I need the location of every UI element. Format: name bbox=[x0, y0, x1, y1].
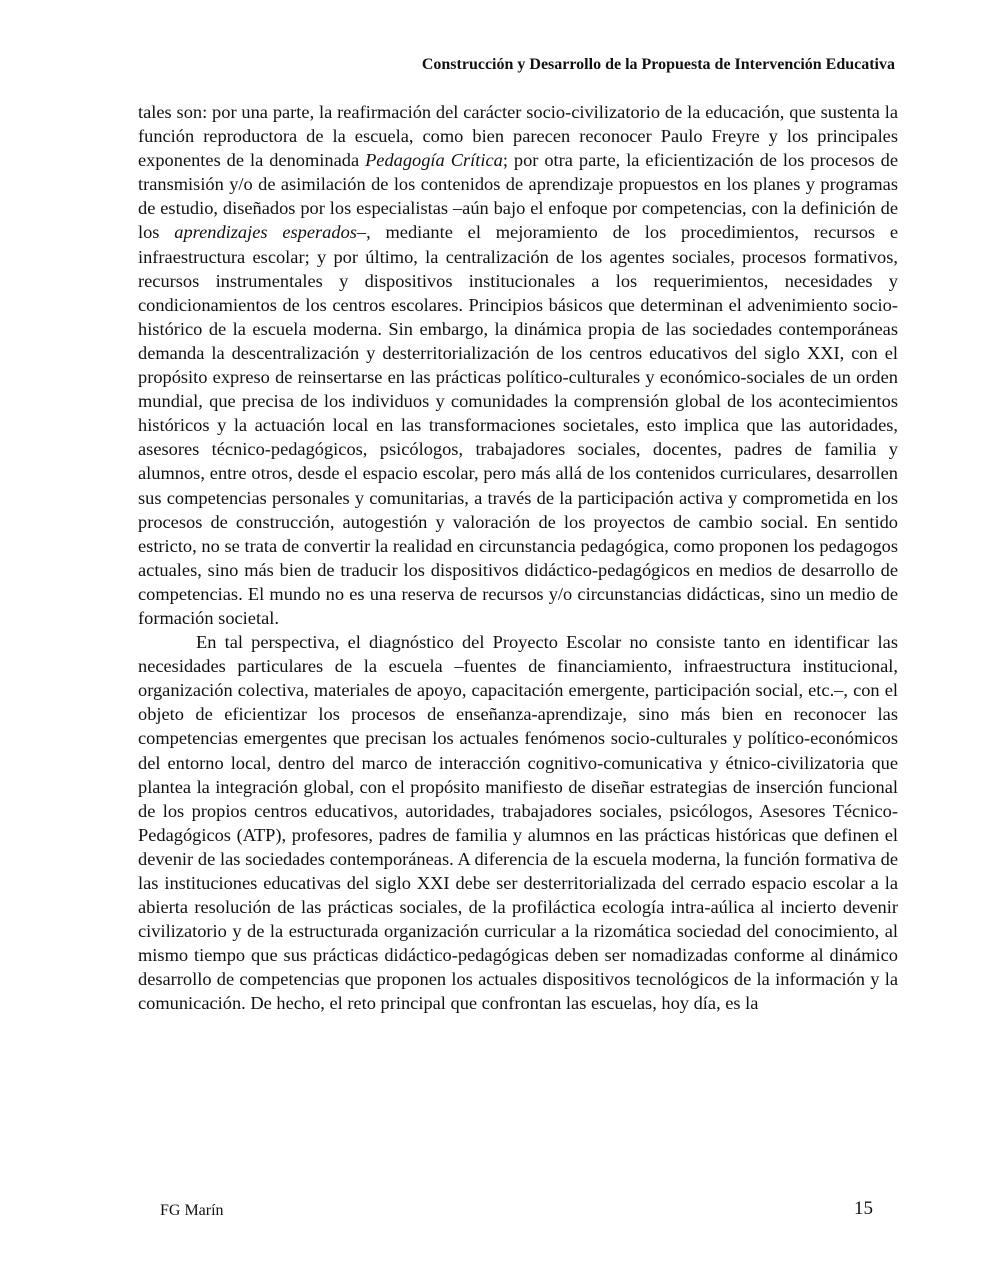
paragraph-1-part-3: –, mediante el mejoramiento de los procedimientos, recursos e infraestructura escolar; y por último, la centralización de los agentes sociales, procesos formativos, recursos instrumentales y dispositivos institucionales a los requerimientos, necesidades y condicionamientos de los centros escolares. Principios básicos que determinan el advenimiento socio-histórico de la escuela moderna. Sin embargo, la dinámica propia de las sociedades contemporáneas demanda la descentralización y desterritorialización de los centros educativos del siglo XXI, con el propósito expreso de reinsertarse en las prácticas político-culturales y económico-sociales de un orden mundial, que precisa de los individuos y comunidades la comprensión global de los acontecimientos históricos y la actuación local en las transformaciones societales, esto implica que las autoridades, asesores técnico-pedagógicos, psicólogos, trabajadores sociales, docentes, padres de familia y alumnos, entre otros, desde el espacio escolar, pero más allá de los contenidos curriculares, desarrollen sus competencias personales y comunitarias, a través de la participación activa y comprometida en los procesos de construcción, autogestión y valoración de los proyectos de cambio social. En sentido estricto, no se trata de convertir la realidad en circunstancia pedagógica, como proponen los pedagogos actuales, sino más bien de traducir los dispositivos didáctico-pedagógicos en medios de desarrollo de competencias. El mundo no es una reserva de recursos y/o circunstancias didácticas, sino un medio de formación societal. bbox=[138, 222, 899, 628]
emphasis-pedagogia-critica: Pedagogía Crítica bbox=[365, 150, 503, 171]
paragraph-1 bbox=[138, 100, 898, 630]
body-text bbox=[138, 100, 898, 1016]
page-number: 15 bbox=[854, 1198, 873, 1219]
footer-author: FG Marín bbox=[160, 1202, 224, 1219]
paragraph-2: En tal perspectiva, el diagnóstico del Proyecto Escolar no consiste tanto en identificar las necesidades particulares de la escuela –fuentes de financiamiento, infraestructura institucional, organización colectiva, materiales de apoyo, capacitación emergente, participación social, etc.–, con el objeto de eficientizar los procesos de enseñanza-aprendizaje, sino más bien en reconocer las competencias emergentes que precisan los actuales fenómenos socio-culturales y político-económicos del entorno local, dentro del marco de interacción cognitivo-comunicativa y étnico-civilizatoria que plantea la integración global, con el propósito manifiesto de diseñar estrategias de inserción funcional de los propios centros educativos, autoridades, trabajadores sociales, psicólogos, Asesores Técnico-Pedagógicos (ATP), profesores, padres de familia y alumnos en las prácticas históricas que definen el devenir de las sociedades contemporáneas. A diferencia de la escuela moderna, la función formativa de las instituciones educativas del siglo XXI debe ser desterritorializada del cerrado espacio escolar a la abierta resolución de las prácticas sociales, de la profiláctica ecología intra-aúlica al incierto devenir civilizatorio y de la estructurada organización curricular a la rizomática sociedad del conocimiento, al mismo tiempo que sus prácticas didáctico-pedagógicas deben ser nomadizadas conforme al dinámico desarrollo de competencias que proponen los actuales dispositivos tecnológicos de la información y la comunicación. De hecho, el reto principal que confrontan las escuelas, hoy día, es la bbox=[138, 632, 898, 1014]
running-header: Construcción y Desarrollo de la Propuesta de Intervención Educativa bbox=[421, 56, 895, 73]
paragraph-1-part-1: tales son: por una parte, la reafirmación del carácter socio-civilizatorio de la educación, que sustenta la función reproductora de la escuela, como bien parecen reconocer Paulo Freyre y los principales exponentes de la denominada bbox=[138, 102, 898, 171]
paragraph-1-part-2: ; por otra parte, la eficientización de los procesos de transmisión y/o de asimilación de los contenidos de aprendizaje propuestos en los planes y programas de estudio, diseñados por los especialistas –aún bajo el enfoque por competencias, con la definición de los bbox=[138, 150, 898, 243]
emphasis-aprendizajes-esperados: aprendizajes esperados bbox=[174, 222, 357, 243]
